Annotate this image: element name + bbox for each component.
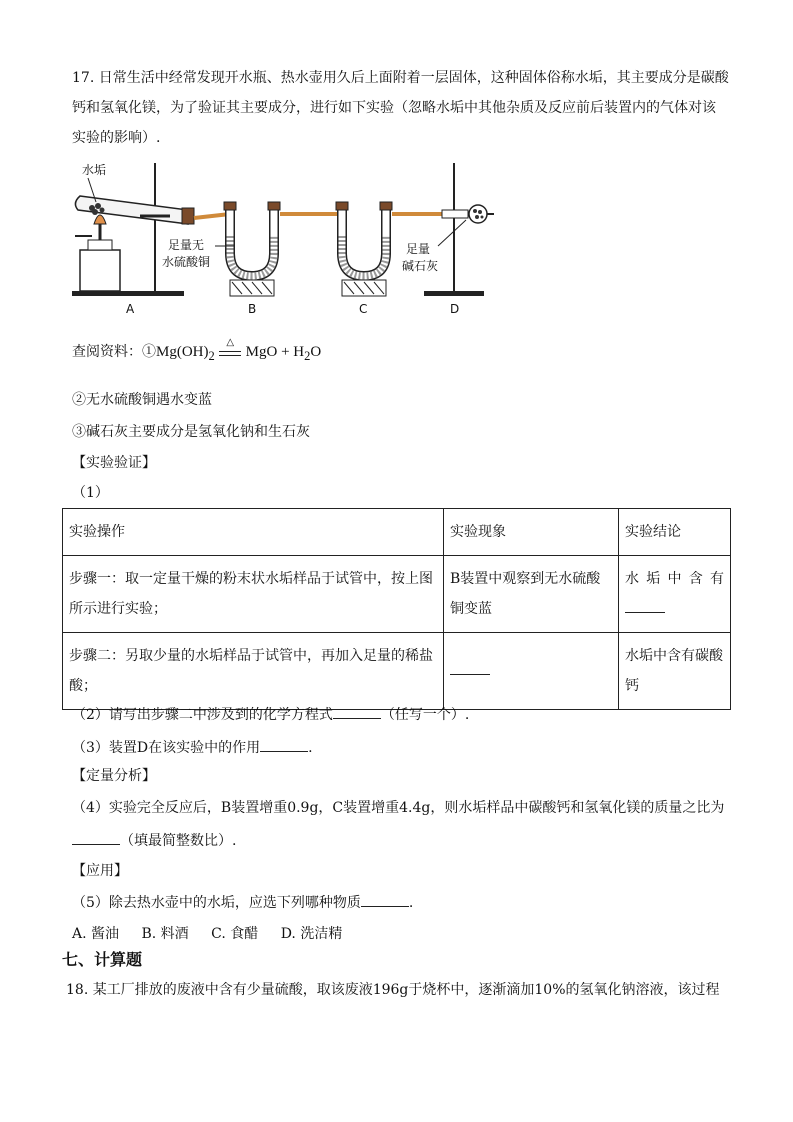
cell-phenomenon (444, 633, 619, 710)
q17-intro-line-2: 钙和氢氧化镁，为了验证其主要成分，进行如下实验（忽略水垢中其他杂质及反应前后装置内的气体对该 (72, 100, 716, 116)
q17-intro-line-3: 实验的影响）. (72, 130, 161, 146)
test-tube-a (75, 196, 194, 224)
cell-conclusion: 水垢中含有 (619, 556, 731, 633)
q17-intro-line-1: 17. 日常生活中经常发现开水瓶、热水壶用久后上面附着一层固体，这种固体俗称水垢，其主要成分是碳酸 (72, 70, 729, 86)
reference-formula (72, 337, 322, 368)
option-d[interactable]: D. 洗洁精 (280, 926, 343, 942)
label-d: D (450, 302, 460, 316)
label-cuso4-2: 水硫酸铜 (162, 255, 211, 269)
label-b: B (248, 302, 257, 316)
label-a: A (126, 302, 135, 316)
question-3: （3）装置D在该实验中的作用 . (72, 737, 313, 758)
table-row (63, 556, 731, 633)
answer-blank[interactable] (625, 598, 665, 613)
table-row (63, 633, 731, 710)
subquestion-1: （1） (72, 485, 109, 501)
question-4-line-1: （4）实验完全反应后，B装置增重0.9g，C装置增重4.4g，则水垢样品中碳酸钙和氢氧化镁的质量之比为 (72, 800, 725, 816)
table-header-row (63, 509, 731, 556)
cell-operation: 步骤一：取一定量干燥的粉末状水垢样品于试管中，按上图所示进行实验； (63, 556, 444, 633)
question-18: 18. 某工厂排放的废液中含有少量硫酸，取该废液196g于烧杯中，逐渐滴加10%的氢氧化钠溶液，该过程 (66, 982, 720, 998)
label-cuso4-1: 足量无 (168, 238, 205, 252)
experiment-table (62, 508, 731, 710)
cell-phenomenon: B装置中观察到无水硫酸铜变蓝 (444, 556, 619, 633)
flame (94, 215, 106, 224)
header-phenomenon: 实验现象 (444, 509, 619, 556)
apparatus-figure (70, 158, 500, 318)
alcohol-lamp (80, 250, 120, 291)
label-lime-1: 足量 (406, 242, 431, 256)
answer-blank[interactable] (72, 830, 120, 845)
label-lime-2: 碱石灰 (402, 259, 439, 273)
answer-blank[interactable] (260, 737, 308, 752)
cell-conclusion: 水垢中含有碳酸钙 (619, 633, 731, 710)
reference-item-2: ②无水硫酸铜遇水变蓝 (72, 392, 212, 408)
reference-prefix: 查阅资料：① (72, 344, 156, 360)
formula-products: MgO + $H_2O$ (245, 344, 322, 363)
question-2: （2）请写出步骤二中涉及到的化学方程式 （任写一个）. (72, 704, 469, 725)
question-5: （5）除去热水壶中的水垢，应选下列哪种物质 . (72, 892, 413, 913)
label-c: C (359, 302, 368, 316)
u-tube-c (336, 202, 392, 296)
formula-reactant: $Mg(OH)_2$ (156, 344, 215, 363)
option-b[interactable]: B. 料酒 (141, 926, 189, 942)
answer-blank[interactable] (333, 704, 381, 719)
option-a[interactable]: A. 酱油 (72, 926, 120, 942)
section-verify: 【实验验证】 (72, 455, 156, 471)
question-4-line-2: （填最简整数比）. (72, 830, 236, 851)
drying-tube-d (424, 163, 494, 296)
reference-item-3: ③碱石灰主要成分是氢氧化钠和生石灰 (72, 424, 310, 440)
answer-blank[interactable] (361, 892, 409, 907)
header-operation: 实验操作 (63, 509, 444, 556)
u-tube-b (224, 202, 280, 296)
label-scale: 水垢 (82, 163, 107, 177)
cell-operation: 步骤二：另取少量的水垢样品于试管中，再加入足量的稀盐酸； (63, 633, 444, 710)
section-quant: 【定量分析】 (72, 768, 156, 784)
question-5-options (72, 924, 360, 944)
option-c[interactable]: C. 食醋 (211, 926, 259, 942)
reaction-arrow: △ (219, 343, 241, 356)
header-conclusion: 实验结论 (619, 509, 731, 556)
answer-blank[interactable] (450, 660, 490, 675)
section-apply: 【应用】 (72, 863, 128, 879)
section-calculation: 七、计算题 (62, 950, 143, 969)
